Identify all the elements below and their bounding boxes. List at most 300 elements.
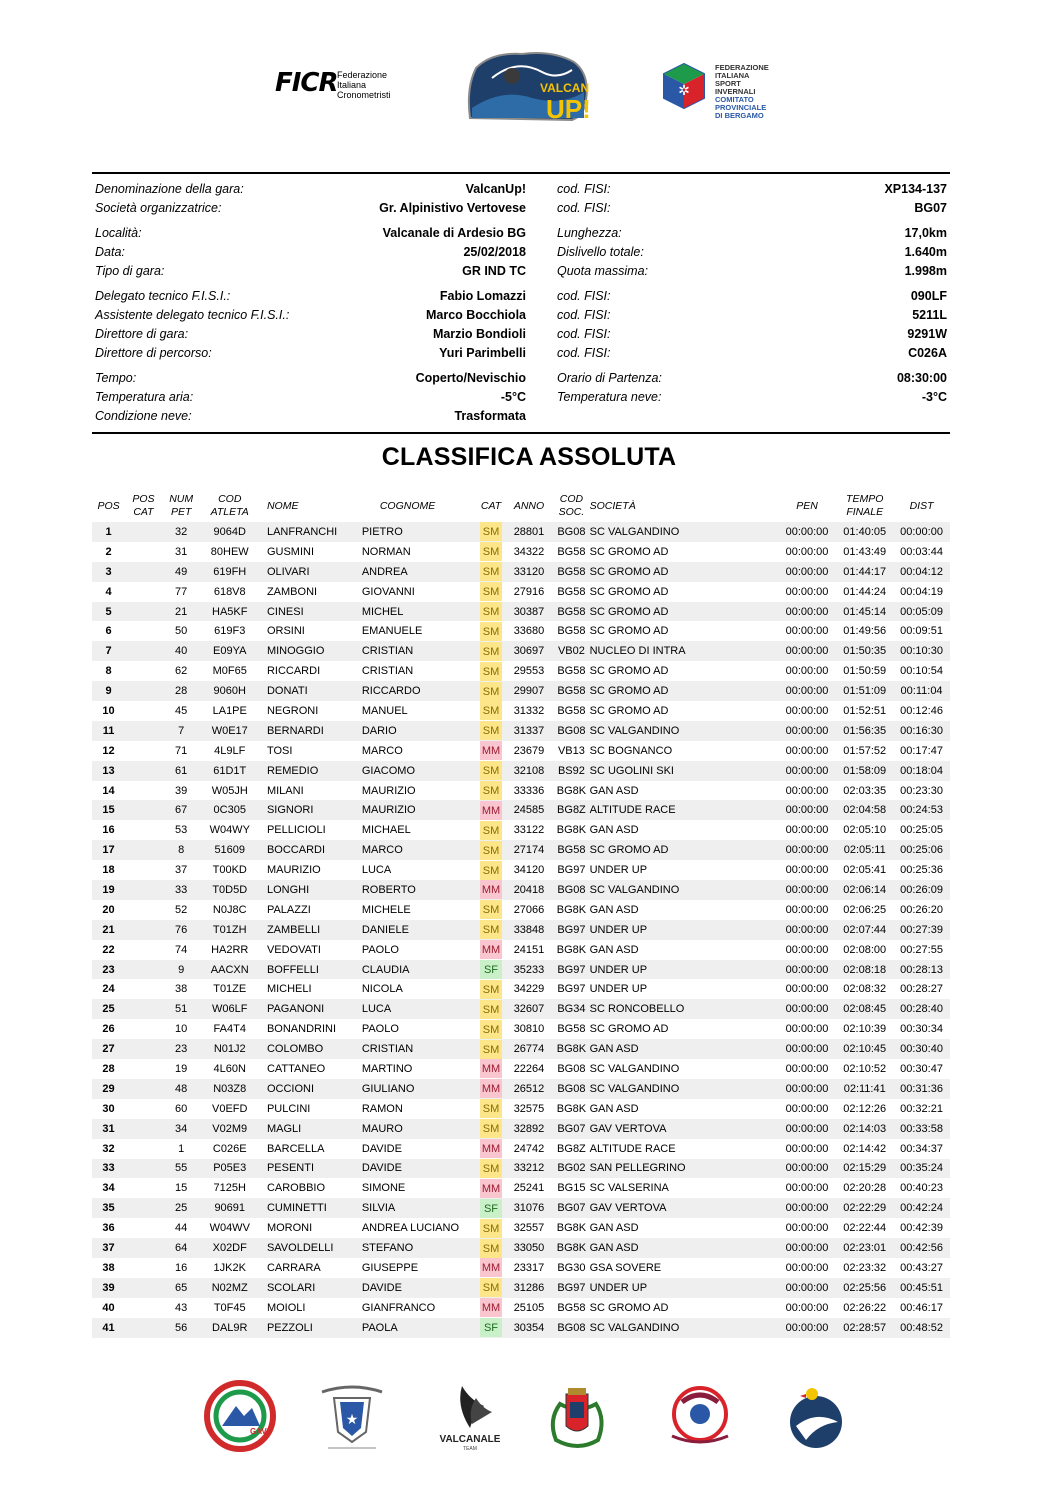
svg-text:✲: ✲ — [678, 83, 690, 99]
table-row — [92, 621, 950, 641]
table-row — [92, 920, 950, 940]
cell-anno: 32108 — [505, 761, 553, 781]
table-row — [92, 602, 950, 622]
cell-societa: GAV VERTOVA — [590, 1198, 778, 1218]
cell-societa: SC VALGANDINO — [589, 1062, 680, 1075]
category-badge: SM — [480, 1020, 502, 1039]
cell-num-pet: 33 — [162, 880, 201, 900]
cell-nome: LONGHI — [259, 880, 362, 900]
cell-pos: 17 — [92, 840, 125, 860]
cell-cognome: MAURIZIO — [361, 784, 416, 797]
cell-pos-cat — [125, 761, 162, 781]
cell-pos-cat — [125, 781, 162, 801]
table-row — [92, 582, 950, 602]
cell-pos-cat — [125, 1139, 162, 1159]
cell-cod-atleta: 4L9LF — [214, 744, 246, 757]
header-societa: SOCIETÀ — [589, 499, 636, 512]
cell-dist: 00:26:09 — [893, 880, 950, 900]
cell-dist: 00:23:30 — [900, 784, 943, 797]
cell-cat — [477, 1159, 505, 1179]
cell-dist: 00:26:20 — [900, 903, 943, 916]
cell-cod-atleta: E09YA — [201, 641, 259, 661]
cell-pen: 00:00:00 — [778, 880, 837, 900]
info-label-2: Orario di Partenza: — [557, 371, 662, 385]
cell-pen: 00:00:00 — [778, 960, 837, 980]
cell-nome: PESENTI — [259, 1159, 362, 1179]
cell-pos: 7 — [92, 641, 125, 661]
cell-cognome: GIUSEPPE — [361, 1261, 419, 1274]
cell-pos: 19 — [92, 880, 125, 900]
cell-tempo-finale: 02:03:35 — [843, 784, 887, 797]
cell-anno: 30387 — [505, 602, 553, 622]
table-row — [92, 1218, 950, 1238]
cell-num-pet: 1 — [178, 1142, 185, 1155]
cell-nome: BERNARDI — [259, 721, 362, 741]
category-badge: MM — [480, 880, 502, 899]
cell-anno: 31337 — [505, 721, 553, 741]
cell-pos-cat — [125, 1178, 162, 1198]
info-label: Assistente delegato tecnico F.I.S.I.: — [95, 308, 290, 322]
cell-cat — [477, 979, 505, 999]
info-value: Marco Bocchiola — [425, 308, 526, 322]
cell-num-pet: 38 — [175, 983, 188, 996]
cell-tempo-finale: 02:08:32 — [843, 983, 887, 996]
cell-societa: GAN ASD — [589, 943, 639, 956]
info-value-2: 090LF — [910, 289, 947, 303]
cell-societa: UNDER UP — [590, 1278, 778, 1298]
info-label: Direttore di gara: — [95, 327, 189, 341]
cell-cat — [477, 920, 505, 940]
cell-nome: ZAMBONI — [266, 585, 318, 598]
header-logos — [0, 48, 1058, 128]
table-row — [92, 761, 950, 781]
info-value-2: -3°C — [921, 390, 947, 404]
cell-anno: 24742 — [513, 1142, 545, 1155]
category-badge: SM — [480, 1040, 502, 1059]
info-row — [92, 346, 950, 365]
cell-cod-atleta: LA1PE — [212, 704, 247, 717]
info-value-2: XP134-137 — [884, 182, 947, 196]
cell-nome: MINOGGIO — [259, 641, 362, 661]
info-label-2: cod. FISI: — [557, 201, 611, 215]
cell-dist: 00:17:47 — [900, 744, 943, 757]
category-badge: SM — [480, 662, 502, 681]
cell-tempo-finale: 01:50:35 — [836, 641, 893, 661]
cell-cod-soc: BG58 — [553, 602, 589, 622]
cell-cat — [477, 701, 505, 721]
info-row — [92, 390, 950, 409]
cell-cat — [477, 880, 505, 900]
table-row — [92, 1039, 950, 1059]
ficr-mark: FICR — [275, 68, 338, 98]
cell-tempo-finale: 01:49:56 — [843, 625, 887, 638]
cell-pos-cat — [125, 1079, 162, 1099]
cell-nome: BOFFELLI — [259, 960, 362, 980]
info-value-2: 1.998m — [904, 264, 947, 278]
up-word: UP! — [546, 94, 591, 124]
cell-cat — [477, 1139, 505, 1159]
cell-pos: 27 — [92, 1039, 125, 1059]
cell-tempo-finale: 02:14:03 — [836, 1119, 893, 1139]
cell-dist: 00:30:40 — [893, 1039, 950, 1059]
cell-anno: 32892 — [505, 1119, 553, 1139]
cell-dist: 00:11:04 — [893, 681, 950, 701]
cell-pen: 00:00:00 — [785, 585, 829, 598]
cell-dist: 00:04:19 — [900, 585, 943, 598]
cell-societa: GAN ASD — [589, 824, 639, 837]
cell-dist: 00:24:53 — [893, 800, 950, 820]
cell-cod-soc: BG58 — [557, 1301, 586, 1314]
cell-societa: SC GROMO AD — [590, 602, 778, 622]
cell-dist: 00:42:24 — [893, 1198, 950, 1218]
valcanale-team-logo — [440, 1386, 501, 1452]
cell-cod-soc: BG58 — [557, 665, 586, 678]
cell-pos-cat — [125, 1298, 162, 1318]
cell-pos-cat — [125, 681, 162, 701]
info-row — [92, 409, 950, 428]
cell-pos: 25 — [92, 999, 125, 1019]
table-row — [92, 1318, 950, 1338]
cell-cod-soc: BG8Z — [553, 800, 589, 820]
info-row — [92, 245, 950, 264]
gav-logo — [207, 1383, 273, 1449]
cell-tempo-finale: 01:52:51 — [843, 704, 887, 717]
info-value: -5°C — [500, 390, 526, 404]
cell-anno: 26512 — [505, 1079, 553, 1099]
cell-pen: 00:00:00 — [778, 721, 837, 741]
cell-cod-atleta: V02M9 — [201, 1119, 259, 1139]
cell-anno: 32607 — [505, 999, 553, 1019]
cell-cat — [477, 1318, 505, 1338]
info-value-2: 08:30:00 — [896, 371, 947, 385]
cell-nome: PEZZOLI — [259, 1318, 362, 1338]
cell-tempo-finale: 01:51:09 — [836, 681, 893, 701]
category-badge: SM — [480, 841, 502, 860]
info-label: Tipo di gara: — [95, 264, 165, 278]
cell-cat — [477, 1079, 505, 1099]
cell-societa: SC VALGANDINO — [590, 1318, 778, 1338]
cell-pos: 28 — [102, 1062, 115, 1075]
header-pos-cat: POS CAT — [132, 493, 155, 518]
cell-cognome: MARCO — [362, 840, 477, 860]
cell-cod-soc: BG02 — [553, 1159, 589, 1179]
cell-societa: SC VALGANDINO — [590, 522, 778, 542]
cell-tempo-finale: 01:58:09 — [836, 761, 893, 781]
cell-cod-soc: BG07 — [553, 1119, 589, 1139]
category-badge: MM — [480, 1059, 502, 1078]
cell-pen: 00:00:00 — [785, 1222, 829, 1235]
cell-anno: 34229 — [513, 983, 545, 996]
cell-cod-soc: BG8K — [556, 824, 587, 837]
cell-pen: 00:00:00 — [785, 704, 829, 717]
category-badge: SF — [480, 1199, 502, 1218]
results-body — [92, 522, 950, 1338]
cell-cat — [477, 582, 505, 602]
cell-cod-soc: BG8K — [556, 1102, 587, 1115]
cell-anno: 33848 — [505, 920, 553, 940]
cell-societa: SC GROMO AD — [589, 625, 669, 638]
cell-nome: PAGANONI — [259, 999, 362, 1019]
cell-cognome: PAOLO — [361, 1023, 399, 1036]
svg-text:★: ★ — [345, 1412, 359, 1428]
cell-cod-soc: BG08 — [553, 1318, 589, 1338]
cell-num-pet: 37 — [175, 864, 188, 877]
category-badge: SM — [480, 920, 502, 939]
cell-tempo-finale: 02:22:29 — [836, 1198, 893, 1218]
cell-cod-soc: BG97 — [553, 960, 589, 980]
cell-num-pet: 71 — [175, 744, 188, 757]
category-badge: MM — [480, 741, 502, 760]
category-badge: SF — [480, 960, 502, 979]
cell-cat — [477, 1059, 505, 1079]
info-value: Gr. Alpinistivo Vertovese — [379, 201, 526, 215]
cell-nome: LANFRANCHI — [259, 522, 362, 542]
cell-cognome: MANUEL — [361, 704, 408, 717]
cell-cognome: SILVIA — [362, 1198, 477, 1218]
cell-dist: 00:42:56 — [893, 1238, 950, 1258]
cell-cod-atleta: T0F45 — [213, 1301, 246, 1314]
cell-anno: 33050 — [505, 1238, 553, 1258]
cell-num-pet: 39 — [175, 784, 188, 797]
table-row — [92, 542, 950, 562]
table-row — [92, 900, 950, 920]
cell-num-pet: 43 — [175, 1301, 188, 1314]
cell-num-pet: 9 — [162, 960, 201, 980]
cell-num-pet: 76 — [162, 920, 201, 940]
cell-num-pet: 7 — [162, 721, 201, 741]
cell-tempo-finale: 02:20:28 — [843, 1182, 887, 1195]
cell-num-pet: 60 — [175, 1102, 188, 1115]
cell-dist: 00:30:47 — [900, 1062, 943, 1075]
category-badge: SM — [480, 701, 502, 720]
cell-cod-soc: BS92 — [553, 761, 589, 781]
cell-nome: MILANI — [266, 784, 304, 797]
cell-pos-cat — [125, 661, 162, 681]
cell-pos: 18 — [102, 864, 115, 877]
cell-tempo-finale: 02:07:44 — [836, 920, 893, 940]
cell-pos: 30 — [102, 1102, 115, 1115]
cell-tempo-finale: 01:57:52 — [843, 744, 887, 757]
cell-cod-atleta: 61D1T — [201, 761, 259, 781]
cell-cod-soc: BG58 — [553, 840, 589, 860]
cell-dist: 00:31:36 — [893, 1079, 950, 1099]
cell-pos: 2 — [105, 545, 112, 558]
cell-pos-cat — [125, 900, 162, 920]
cell-cat — [477, 781, 505, 801]
cell-cod-soc: BG97 — [557, 864, 586, 877]
info-value-2: 9291W — [907, 327, 947, 341]
cell-pos: 40 — [102, 1301, 115, 1314]
cell-nome: VEDOVATI — [266, 943, 321, 956]
cell-num-pet: 25 — [162, 1198, 201, 1218]
cell-pos: 1 — [92, 522, 125, 542]
cell-pos: 33 — [92, 1159, 125, 1179]
cell-tempo-finale: 02:15:29 — [836, 1159, 893, 1179]
cell-dist: 00:40:23 — [900, 1182, 943, 1195]
valcanale-text: VALCANALE — [439, 1434, 501, 1445]
cell-pos: 4 — [105, 585, 112, 598]
cell-tempo-finale: 02:10:52 — [843, 1062, 887, 1075]
cell-tempo-finale: 02:11:41 — [836, 1079, 893, 1099]
table-header-row — [92, 490, 950, 522]
cell-dist: 00:28:27 — [900, 983, 943, 996]
info-label-2: cod. FISI: — [557, 346, 611, 360]
cell-nome: MOIOLI — [266, 1301, 306, 1314]
cell-dist: 00:27:39 — [893, 920, 950, 940]
cell-pos: 8 — [105, 665, 112, 678]
table-row — [92, 1278, 950, 1298]
cell-anno: 29553 — [513, 665, 545, 678]
cell-societa: UNDER UP — [589, 983, 648, 996]
cell-anno: 33680 — [513, 625, 545, 638]
cell-anno: 29907 — [505, 681, 553, 701]
cell-dist: 00:25:06 — [893, 840, 950, 860]
cell-cognome: DAVIDE — [362, 1278, 477, 1298]
cell-pos-cat — [125, 999, 162, 1019]
cell-num-pet: 32 — [162, 522, 201, 542]
cell-tempo-finale: 02:10:39 — [843, 1023, 887, 1036]
cell-dist: 00:05:09 — [893, 602, 950, 622]
info-value: GR IND TC — [462, 264, 526, 278]
cell-cognome: MARTINO — [361, 1062, 413, 1075]
cell-anno: 33122 — [513, 824, 545, 837]
cell-num-pet: 55 — [162, 1159, 201, 1179]
cell-societa: UNDER UP — [589, 864, 648, 877]
cell-pos-cat — [125, 542, 162, 562]
cell-pen: 00:00:00 — [778, 920, 837, 940]
info-value: 25/02/2018 — [463, 245, 526, 259]
cell-anno: 23679 — [513, 744, 545, 757]
cell-pos: 16 — [102, 824, 115, 837]
cell-nome: PELLICIOLI — [266, 824, 326, 837]
cell-pen: 00:00:00 — [778, 1238, 837, 1258]
cell-anno: 26774 — [505, 1039, 553, 1059]
cell-cognome: CRISTIAN — [362, 641, 477, 661]
cell-cognome: MICHEL — [362, 602, 477, 622]
cell-pen: 00:00:00 — [778, 1119, 837, 1139]
cell-tempo-finale: 01:56:35 — [836, 721, 893, 741]
cell-num-pet: 10 — [175, 1023, 188, 1036]
info-label-2: cod. FISI: — [557, 182, 611, 196]
cell-nome: SIGNORI — [259, 800, 362, 820]
cell-dist: 00:28:40 — [893, 999, 950, 1019]
cell-pos-cat — [125, 562, 162, 582]
cell-num-pet: 74 — [175, 943, 188, 956]
category-badge: SM — [480, 582, 502, 601]
ficr-logo — [275, 66, 405, 102]
cell-dist: 00:10:30 — [893, 641, 950, 661]
cell-nome: COLOMBO — [259, 1039, 362, 1059]
cell-cod-atleta: T00KD — [212, 864, 247, 877]
cell-cognome: CRISTIAN — [362, 1039, 477, 1059]
table-row — [92, 641, 950, 661]
cell-nome: BOCCARDI — [259, 840, 362, 860]
cell-cod-soc: BG08 — [553, 880, 589, 900]
cell-tempo-finale: 01:45:14 — [836, 602, 893, 622]
info-value: Trasformata — [454, 409, 526, 423]
cell-anno: 33212 — [505, 1159, 553, 1179]
cell-tempo-finale: 02:12:26 — [843, 1102, 887, 1115]
cell-cat — [477, 621, 505, 641]
cell-societa: GAN ASD — [589, 1102, 639, 1115]
cell-num-pet: 40 — [162, 641, 201, 661]
cell-pos-cat — [125, 1019, 162, 1039]
cell-nome: MAGLI — [259, 1119, 362, 1139]
cell-pen: 00:00:00 — [778, 800, 837, 820]
cell-cod-atleta: 0C305 — [201, 800, 259, 820]
category-badge: SM — [480, 781, 502, 800]
cell-tempo-finale: 02:05:10 — [843, 824, 887, 837]
category-badge: SM — [480, 1278, 502, 1297]
cell-cognome: SIMONE — [361, 1182, 406, 1195]
cell-cat — [477, 661, 505, 681]
cell-societa: GAN ASD — [589, 1222, 639, 1235]
cell-num-pet: 65 — [162, 1278, 201, 1298]
cell-pos: 9 — [92, 681, 125, 701]
cell-cod-atleta: 619FH — [201, 562, 259, 582]
info-value: Fabio Lomazzi — [439, 289, 526, 303]
cell-cat — [477, 960, 505, 980]
cell-cognome: STEFANO — [362, 1238, 477, 1258]
cell-cod-soc: BG97 — [553, 1278, 589, 1298]
info-label: Località: — [95, 226, 142, 240]
cell-pen: 00:00:00 — [785, 1261, 829, 1274]
cell-cod-atleta: 9060H — [201, 681, 259, 701]
cell-cod-soc: BG8K — [556, 903, 587, 916]
cell-dist: 00:30:34 — [900, 1023, 943, 1036]
results-table — [92, 490, 950, 1338]
cell-tempo-finale: 01:44:17 — [836, 562, 893, 582]
table-row — [92, 701, 950, 721]
cell-pos: 11 — [92, 721, 125, 741]
cell-nome: MAURIZIO — [266, 864, 321, 877]
cell-dist: 00:00:00 — [893, 522, 950, 542]
cell-pos-cat — [125, 920, 162, 940]
category-badge: SM — [480, 821, 502, 840]
cell-num-pet: 23 — [162, 1039, 201, 1059]
fisi-logo — [660, 62, 790, 120]
cell-cod-soc: BG58 — [557, 625, 586, 638]
cell-cod-atleta: 618V8 — [213, 585, 246, 598]
cell-nome: TOSI — [266, 744, 293, 757]
cell-tempo-finale: 02:22:44 — [843, 1222, 887, 1235]
cell-anno: 32557 — [513, 1222, 545, 1235]
table-row — [92, 840, 950, 860]
cell-pos-cat — [125, 1278, 162, 1298]
cell-societa: SC GROMO AD — [589, 585, 669, 598]
cell-num-pet: 52 — [175, 903, 188, 916]
cell-cognome: RICCARDO — [362, 681, 477, 701]
info-label-2: Lunghezza: — [557, 226, 622, 240]
cell-cod-atleta: N01J2 — [201, 1039, 259, 1059]
cell-num-pet: 21 — [162, 602, 201, 622]
info-row — [92, 201, 950, 220]
info-label: Denominazione della gara: — [95, 182, 244, 196]
category-badge: SM — [480, 861, 502, 880]
cell-tempo-finale: 01:50:59 — [843, 665, 887, 678]
cell-cognome: GIACOMO — [362, 761, 477, 781]
cell-cod-atleta: AACXN — [201, 960, 259, 980]
category-badge: SM — [480, 721, 502, 740]
cell-pen: 00:00:00 — [778, 761, 837, 781]
table-row — [92, 522, 950, 542]
cell-cognome: MARCO — [361, 744, 403, 757]
cell-dist: 00:35:24 — [893, 1159, 950, 1179]
cell-pen: 00:00:00 — [785, 545, 829, 558]
cell-cod-atleta: HA5KF — [201, 602, 259, 622]
cell-pos: 15 — [92, 800, 125, 820]
cell-tempo-finale: 01:40:05 — [836, 522, 893, 542]
